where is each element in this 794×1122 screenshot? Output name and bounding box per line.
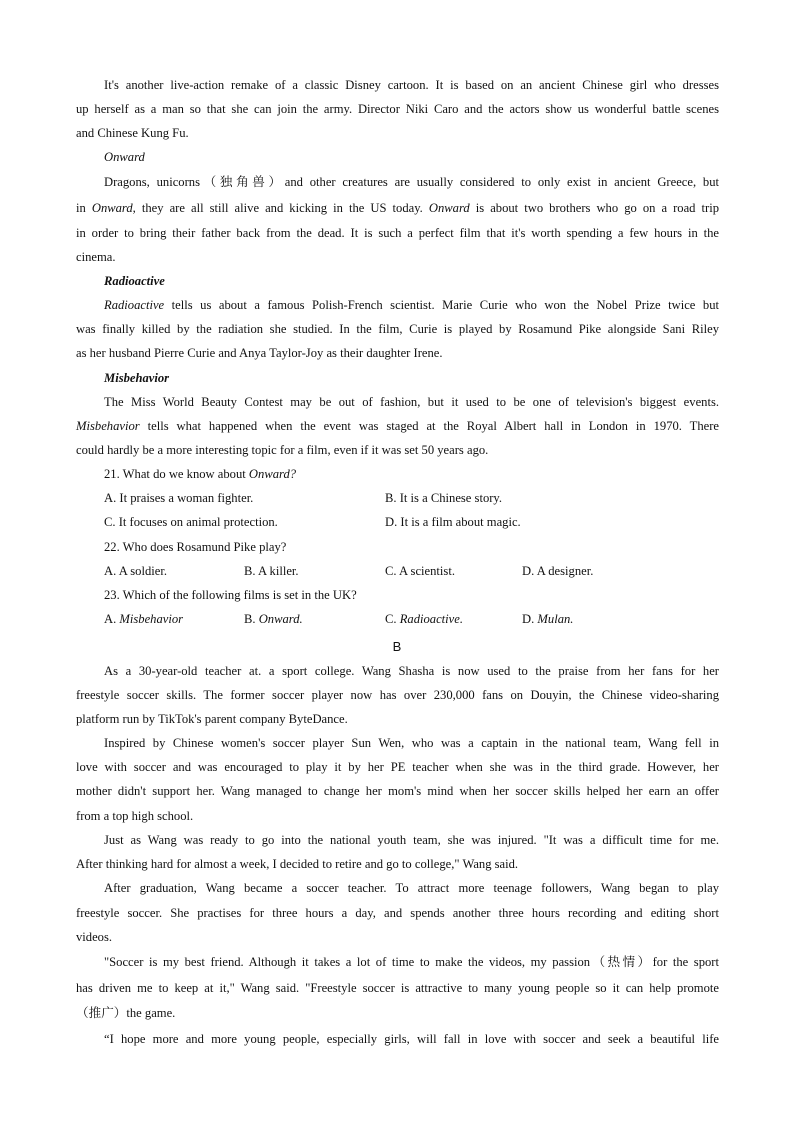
- question-23-option-c: C. Radioactive.: [385, 612, 463, 626]
- question-23-option-b: B. Onward.: [244, 612, 303, 626]
- onward-paragraph-line-1: Dragons, unicorns（独角兽）and other creatures are usually considered to only exist in ancient Greece, but: [104, 175, 719, 189]
- question-23-stem: 23. Which of the following films is set in the UK?: [104, 588, 357, 602]
- section-b-p4-line-1: After graduation, Wang became a soccer teacher. To attract more teenage followers, Wang began to play: [104, 881, 719, 895]
- misbehavior-title: Misbehavior: [104, 371, 170, 385]
- misbehavior-paragraph-line-1: The Miss World Beauty Contest may be out of fashion, but it used to be one of television's biggest events.: [104, 395, 719, 409]
- mulan-paragraph-line-3: and Chinese Kung Fu.: [76, 126, 189, 140]
- question-22-option-a: A. A soldier.: [104, 564, 167, 578]
- question-23-option-d: D. Mulan.: [522, 612, 574, 626]
- section-b-p4-line-2: freestyle soccer. She practises for three hours a day, and spends another three hours recording and editing short: [76, 906, 719, 920]
- question-21-option-d: D. It is a film about magic.: [385, 515, 521, 529]
- section-b-p5-line-3: （推广）the game.: [76, 1006, 176, 1020]
- question-21-option-c: C. It focuses on animal protection.: [104, 515, 278, 529]
- question-22-option-c: C. A scientist.: [385, 564, 455, 578]
- section-b-p6-line-1: “I hope more and more young people, especially girls, will fall in love with soccer and seek a beautiful life: [104, 1032, 719, 1046]
- onward-title: Onward: [104, 150, 145, 164]
- radioactive-paragraph-line-3: as her husband Pierre Curie and Anya Taylor-Joy as their daughter Irene.: [76, 346, 443, 360]
- question-23-option-a: A. Misbehavior: [104, 612, 184, 626]
- onward-paragraph-line-2: in Onward, they are all still alive and kicking in the US today. Onward is about two brothers who go on a road trip: [76, 201, 720, 215]
- misbehavior-paragraph-line-2: Misbehavior tells what happened when the event was staged at the Royal Albert hall in London in 1970. There: [76, 419, 719, 433]
- mulan-paragraph-line-1: It's another live-action remake of a classic Disney cartoon. It is based on an ancient Chinese girl who dresses: [104, 78, 719, 92]
- misbehavior-paragraph-line-3: could hardly be a more interesting topic for a film, even if it was set 50 years ago.: [76, 443, 489, 457]
- section-b-p2-line-1: Inspired by Chinese women's soccer player Sun Wen, who was a captain in the national team, Wang fell in: [104, 736, 719, 750]
- question-21-option-a: A. It praises a woman fighter.: [104, 491, 254, 505]
- question-22-option-b: B. A killer.: [244, 564, 299, 578]
- radioactive-title: Radioactive: [104, 274, 165, 288]
- section-b-p1-line-3: platform run by TikTok's parent company ByteDance.: [76, 712, 348, 726]
- radioactive-paragraph-line-1: Radioactive tells us about a famous Polish-French scientist. Marie Curie who won the Nobel Prize twice but: [104, 298, 719, 312]
- section-b-p1-line-2: freestyle soccer skills. The former soccer player now has over 230,000 fans on Douyin, the Chinese video-sharing: [76, 688, 719, 702]
- section-b-p3-line-2: After thinking hard for almost a week, I decided to retire and go to college," Wang said.: [76, 857, 519, 871]
- onward-paragraph-line-4: cinema.: [76, 250, 116, 264]
- question-21-option-b: B. It is a Chinese story.: [385, 491, 503, 505]
- section-b-p2-line-2: love with soccer and was encouraged to play it by her PE teacher when she was in the third grade. However, her: [76, 760, 719, 774]
- section-b-p2-line-3: mother didn't support her. Wang managed to change her mom's mind when her soccer skills helped her earn an offer: [76, 784, 719, 798]
- section-b-p2-line-4: from a top high school.: [76, 809, 194, 823]
- section-b-p1-line-1: As a 30-year-old teacher at. a sport college. Wang Shasha is now used to the praise from her fans for her: [104, 664, 719, 678]
- question-21-stem: 21. What do we know about Onward?: [104, 467, 297, 481]
- section-b-p3-line-1: Just as Wang was ready to go into the national youth team, she was injured. "It was a difficult time for me.: [104, 833, 719, 847]
- section-b-p4-line-3: videos.: [76, 930, 113, 944]
- section-b-heading: B: [392, 639, 402, 654]
- mulan-paragraph-line-2: up herself as a man so that she can join the army. Director Niki Caro and the actors show us wonderful battle scenes: [76, 102, 719, 116]
- onward-paragraph-line-3: in order to bring their father back from the dead. It is such a perfect film that it's worth spending a few hours in the: [76, 226, 719, 240]
- radioactive-paragraph-line-2: was finally killed by the radiation she studied. In the film, Curie is played by Rosamund Pike alongside Sani Riley: [76, 322, 719, 336]
- question-22-stem: 22. Who does Rosamund Pike play?: [104, 540, 287, 554]
- section-b-p5-line-2: has driven me to keep at it," Wang said. "Freestyle soccer is attractive to many young people so it can help promote: [76, 981, 719, 995]
- question-22-option-d: D. A designer.: [522, 564, 594, 578]
- section-b-p5-line-1: "Soccer is my best friend. Although it takes a lot of time to make the videos, my passion（热情）for the sport: [104, 955, 719, 969]
